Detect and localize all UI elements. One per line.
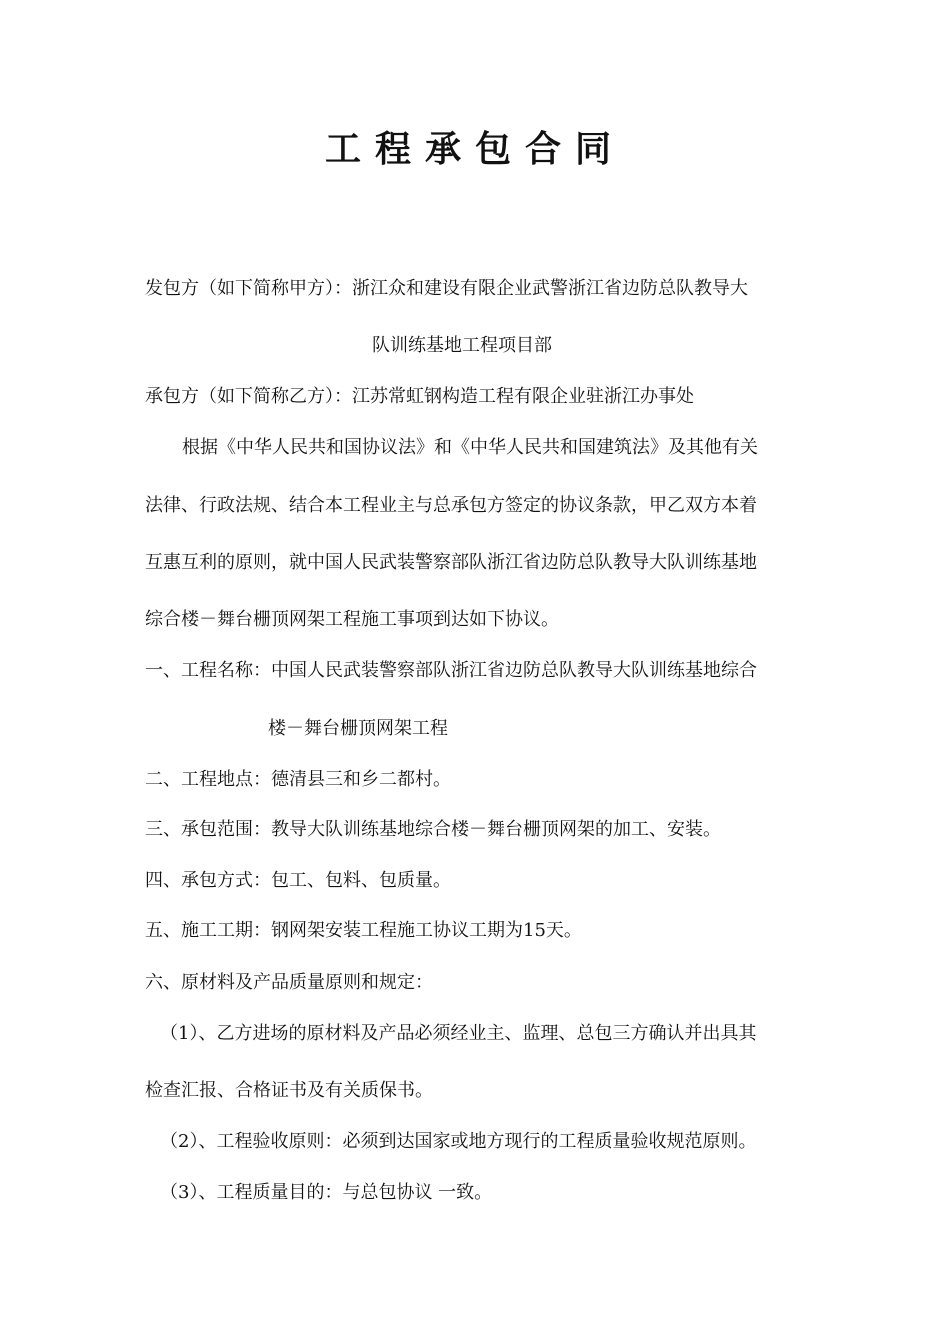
preamble-line-4: 综合楼－舞台栅顶网架工程施工事项到达如下协议。 (145, 609, 559, 630)
preamble-line-1: 根据《中华人民共和国协议法》和《中华人民共和国建筑法》及其他有关 (182, 437, 758, 458)
party-b-line: 承包方（如下简称乙方）：江苏常虹钢构造工程有限企业驻浙江办事处 (145, 386, 694, 407)
clause-6-item-1-cont: 检查汇报、合格证书及有关质保书。 (145, 1080, 433, 1101)
clause-6-item-1: （1）、乙方进场的原材料及产品必须经业主、监理、总包三方确认并出具其 (160, 1023, 757, 1044)
clause-4-line: 四、承包方式：包工、包料、包质量。 (145, 870, 451, 891)
document-title: 工程承包合同 (324, 129, 625, 170)
clause-6-item-3: （3）、工程质量目的：与总包协议 一致。 (160, 1182, 493, 1203)
party-a-line: 发包方（如下简称甲方）：浙江众和建设有限企业武警浙江省边防总队教导大 (145, 278, 748, 299)
party-a-line-cont: 队训练基地工程项目部 (372, 335, 552, 356)
preamble-line-2: 法律、行政法规、结合本工程业主与总承包方签定的协议条款，甲乙双方本着 (145, 495, 757, 516)
clause-3-line: 三、承包范围：教导大队训练基地综合楼－舞台栅顶网架的加工、安装。 (145, 819, 721, 840)
preamble-line-3: 互惠互利的原则，就中国人民武装警察部队浙江省边防总队教导大队训练基地 (145, 552, 757, 573)
clause-1-line-cont: 楼－舞台栅顶网架工程 (268, 718, 448, 739)
clause-1-line: 一、工程名称：中国人民武装警察部队浙江省边防总队教导大队训练基地综合 (145, 660, 757, 681)
clause-6-line: 六、原材料及产品质量原则和规定： (145, 972, 433, 993)
clause-6-item-2: （2）、工程验收原则：必须到达国家或地方现行的工程质量验收规范原则。 (160, 1131, 757, 1152)
clause-2-line: 二、工程地点：德清县三和乡二都村。 (145, 769, 451, 790)
clause-5-line: 五、施工工期：钢网架安装工程施工协议工期为15天。 (145, 920, 582, 941)
